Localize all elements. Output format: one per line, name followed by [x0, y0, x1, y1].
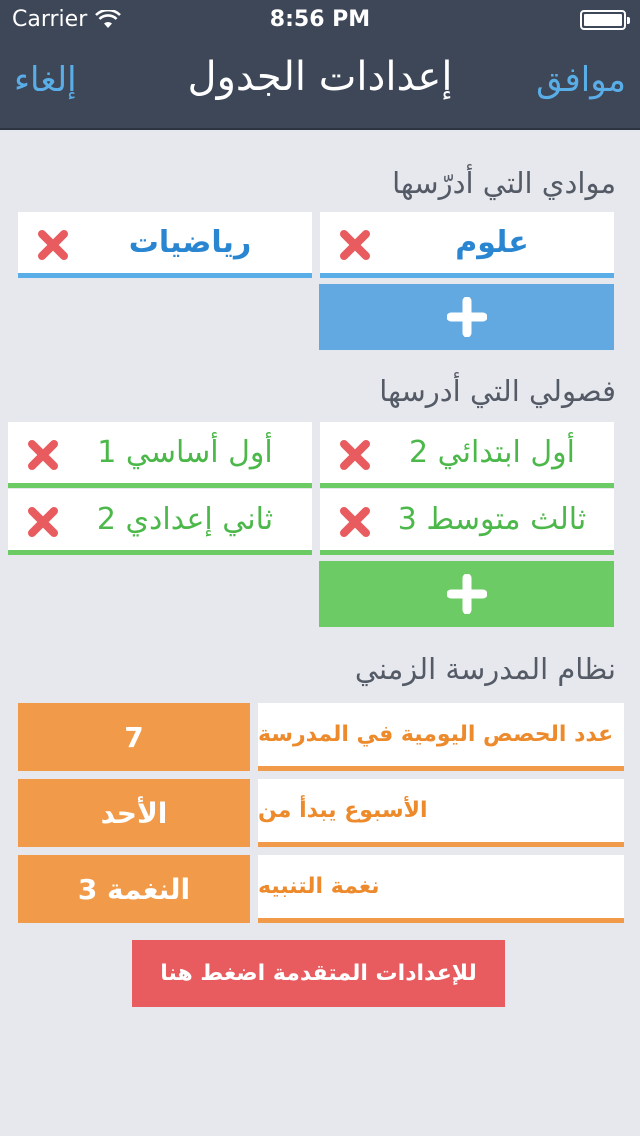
subject-label: علوم [455, 225, 529, 260]
cancel-button[interactable]: إلغاء [14, 60, 77, 100]
carrier-label: Carrier [12, 7, 88, 32]
remove-icon[interactable] [36, 228, 70, 262]
subjects-section-title: موادي التي أدرّسها [392, 166, 616, 200]
week-start-value[interactable]: الأحد [18, 779, 250, 847]
plus-icon [447, 574, 487, 614]
class-label: ثاني إعدادي 2 [96, 502, 274, 537]
status-bar [0, 0, 640, 40]
remove-icon[interactable] [338, 505, 372, 539]
remove-icon[interactable] [338, 438, 372, 472]
class-item[interactable] [320, 422, 614, 488]
class-label: أول أساسي 1 [97, 435, 273, 470]
clock: 8:56 PM [269, 7, 371, 32]
advanced-settings-button[interactable]: للإعدادات المتقدمة اضغط هنا [132, 940, 505, 1007]
page-title: إعدادات الجدول [187, 54, 453, 100]
schedule-section-title: نظام المدرسة الزمني [354, 652, 616, 686]
remove-icon[interactable] [26, 505, 60, 539]
class-item[interactable] [8, 422, 312, 488]
periods-per-day-label: عدد الحصص اليومية في المدرسة [258, 703, 624, 771]
subject-item[interactable] [320, 212, 614, 278]
navigation-bar [0, 40, 640, 130]
plus-icon [447, 297, 487, 337]
periods-per-day-value[interactable]: 7 [18, 703, 250, 771]
alert-tone-label: نغمة التنبيه [258, 855, 624, 923]
week-start-label: الأسبوع يبدأ من [258, 779, 624, 847]
class-label: أول ابتدائي 2 [409, 435, 575, 470]
battery-icon [580, 10, 626, 30]
add-class-button[interactable] [319, 561, 614, 627]
class-item[interactable] [320, 489, 614, 555]
class-label: ثالث متوسط 3 [397, 502, 587, 537]
done-button[interactable]: موافق [536, 60, 626, 100]
remove-icon[interactable] [26, 438, 60, 472]
class-item[interactable] [8, 489, 312, 555]
remove-icon[interactable] [338, 228, 372, 262]
add-subject-button[interactable] [319, 284, 614, 350]
subject-item[interactable] [18, 212, 312, 278]
subject-label: رياضيات [128, 225, 252, 260]
classes-section-title: فصولي التي أدرسها [379, 374, 616, 408]
alert-tone-value[interactable]: النغمة 3 [18, 855, 250, 923]
